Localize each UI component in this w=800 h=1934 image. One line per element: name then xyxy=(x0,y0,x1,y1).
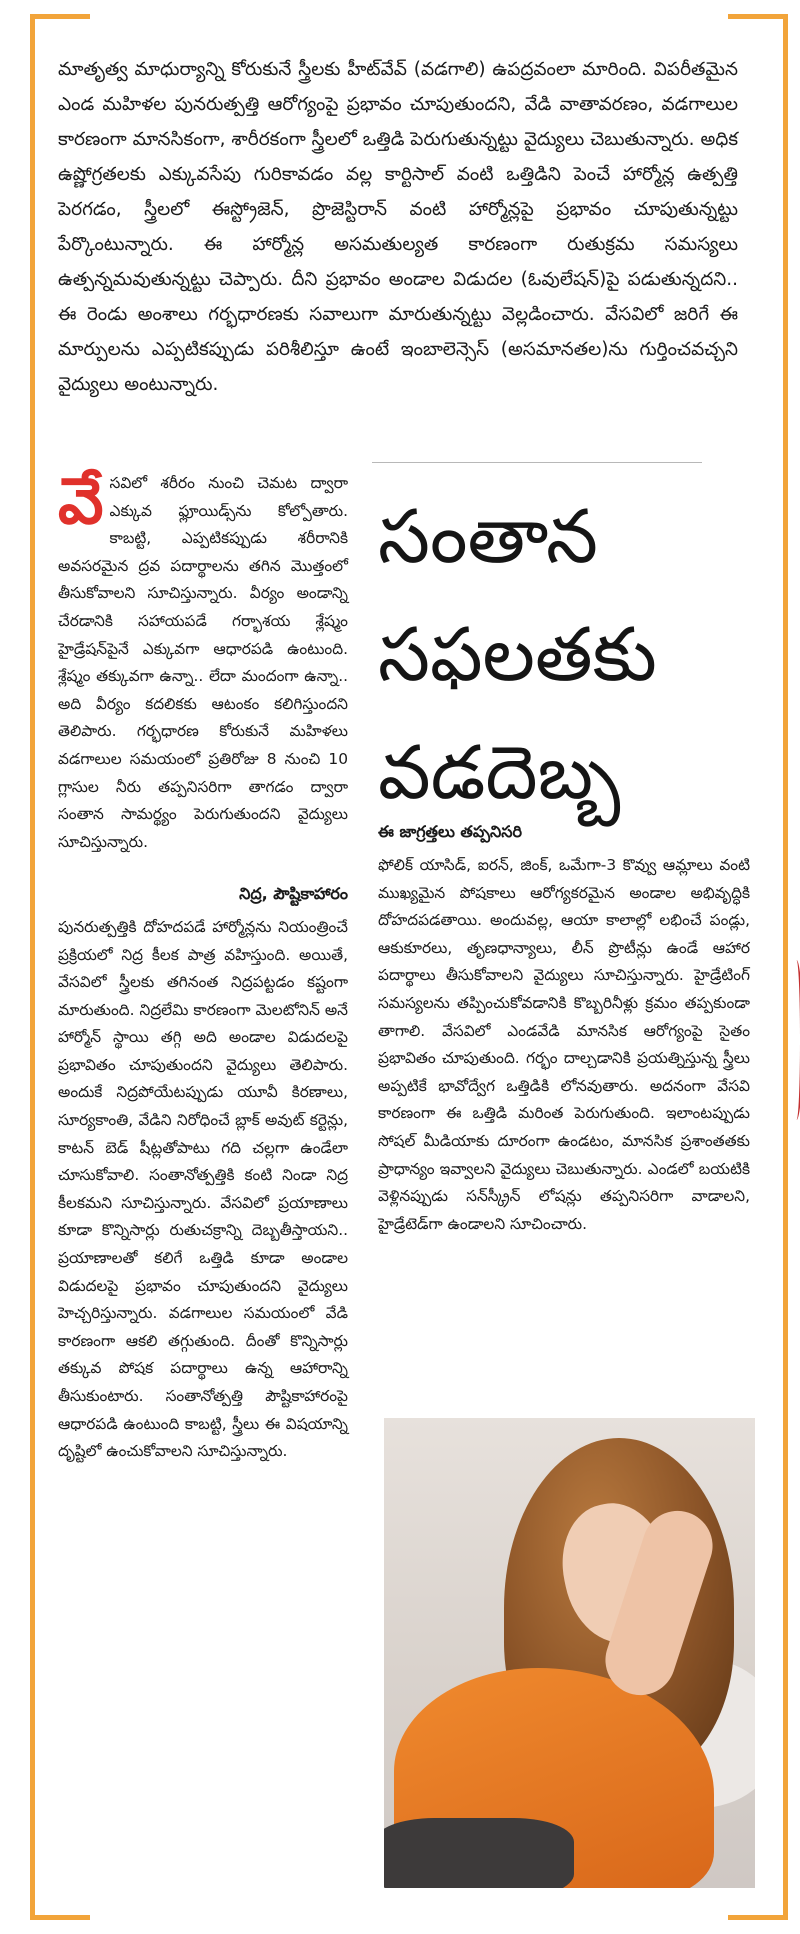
divider xyxy=(372,462,702,463)
side-decoration xyxy=(790,960,800,1120)
intro-paragraph: మాతృత్వ మాధుర్యాన్ని కోరుకునే స్త్రీలకు హీట్‌వేవ్ (వడగాలి) ఉపద్రవంలా మారింది. విపరీతమైన ఎండ మహిళల పునరుత్పత్తి ఆరోగ్యంపై ప్రభావం చూపుతుందని, వేడి వాతావరణం, వడగాలుల కారణంగా మానసికంగా, శారీరకంగా స్త్రీలలో ఒత్తిడి పెరుగుతున్నట్టు వైద్యులు చెబుతున్నారు. అధిక ఉష్ణోగ్రతలకు ఎక్కువసేపు గురికావడం వల్ల కార్టిసాల్ వంటి ఒత్తిడిని పెంచే హార్మోన్ల ఉత్పత్తి పెరగడం, స్త్రీలలో ఈస్ట్రోజెన్, ప్రొజెస్టిరాన్ వంటి హార్మోన్లపై ప్రభావం చూపుతున్నట్టు పేర్కొంటున్నారు. ఈ హార్మోన్ల అసమతుల్యత కారణంగా రుతుక్రమ సమస్యలు ఉత్పన్నమవుతున్నట్టు చెప్పారు. దీని ప్రభావం అండాల విడుదల (ఓవులేషన్)పై పడుతున్నదని.. ఈ రెండు అంశాలు గర్భధారణకు సవాలుగా మారుతున్నట్టు వెల్లడించారు. వేసవిలో జరిగే ఈ మార్పులను ఎప్పటికప్పుడు పరిశీలిస్తూ ఉంటే ఇంబాలెన్సెస్ (అసమానతల)ను గుర్తించవచ్చని వైద్యులు అంటున్నారు. xyxy=(58,59,738,395)
left-paragraph-2: పునరుత్పత్తికి దోహదపడే హార్మోన్లను నియంత్రించే ప్రక్రియలో నిద్ర కీలక పాత్ర వహిస్తుంది. అయితే, వేసవిలో స్త్రీలకు తగినంత నిద్రపట్టడం కష్టంగా మారుతుంది. నిద్రలేమి కారణంగా మెలటోనిన్ అనే హార్మోన్ స్థాయి తగ్గి అది అండాల విడుదలపై ప్రభావితం చూపుతుందని వైద్యులు తెలిపారు. అందుకే నిద్రపోయేటప్పుడు యూవీ కిరణాలు, సూర్యకాంతి, వేడిని నిరోధించే బ్లాక్ అవుట్ కర్టెన్లు, కాటన్ బెడ్ షీట్లతోపాటు గది చల్లగా ఉండేలా చూసుకోవాలి. సంతానోత్పత్తికి కంటి నిండా నిద్ర కీలకమని సూచిస్తున్నారు. వేసవిలో ప్రయాణాలు కూడా కొన్నిసార్లు రుతుచక్రాన్ని దెబ్బతీస్తాయని.. ప్రయాణాలతో కలిగే ఒత్తిడి కూడా అండాల విడుదలపై ప్రభావం చూపుతుందని వైద్యులు హెచ్చరిస్తున్నారు. వడగాలుల సమయంలో వేడి కారణంగా ఆకలి తగ్గుతుంది. దీంతో కొన్నిసార్లు తక్కువ పోషక పదార్థాలు ఉన్న ఆహారాన్ని తీసుకుంటారు. సంతానోత్పత్తి పౌష్టికాహారంపై ఆధారపడి ఉంటుంది కాబట్టి, స్త్రీలు ఈ విషయాన్ని దృష్టిలో ఉంచుకోవాలని సూచిస్తున్నారు. xyxy=(58,917,348,1461)
headline xyxy=(378,478,778,832)
left-paragraph-1: సవిలో శరీరం నుంచి చెమట ద్వారా ఎక్కువ ఫ్లూయిడ్స్‌ను కోల్పోతారు. కాబట్టి, ఎప్పటికప్పుడు శరీరానికి అవసరమైన ద్రవ పదార్థాలను తగిన మొత్తంలో తీసుకోవాలని సూచిస్తున్నారు. వీర్యం అండాన్ని చేరడానికి సహాయపడే గర్భాశయ శ్లేష్మం హైడ్రేషన్‌పైనే ఎక్కువగా ఆధారపడి ఉంటుంది. శ్లేష్మం తక్కువగా ఉన్నా.. లేదా మందంగా ఉన్నా.. అది వీర్యం కదలికకు ఆటంకం కలిగిస్తుందని తెలిపారు. గర్భధారణ కోరుకునే మహిళలు వడగాలుల సమయంలో ప్రతిరోజు 8 నుంచి 10 గ్లాసుల నీరు తప్పనిసరిగా తాగడం ద్వారా సంతాన సామర్థ్యం పెరుగుతుందని వైద్యులు సూచిస్తున్నారు. xyxy=(58,474,348,851)
woman-resting-photo xyxy=(384,1418,755,1888)
frame-corner xyxy=(728,1915,788,1920)
headline-line-2: సఫలతకు xyxy=(378,612,657,698)
subheading: నిద్ర, పౌష్టికాహారం xyxy=(239,884,348,904)
frame-corner xyxy=(30,1915,90,1920)
pants-shape xyxy=(384,1818,574,1888)
dropcap: వే xyxy=(58,465,104,539)
headline-line-1: సంతాన xyxy=(378,494,599,580)
headline-line-3: వడదెబ్బ xyxy=(378,730,621,816)
left-column xyxy=(58,465,348,1466)
right-column-paragraph: ఫోలిక్ యాసిడ్, ఐరన్, జింక్, ఒమేగా-3 కొవ్వు ఆమ్లాలు వంటి ముఖ్యమైన పోషకాలు ఆరోగ్యకరమైన అండాల అభివృద్ధికి దోహదపడతాయి. అందువల్ల, ఆయా కాలాల్లో లభించే పండ్లు, ఆకుకూరలు, తృణధాన్యాలు, లీన్ ప్రొటీన్లు ఉండే ఆహార పదార్థాలు తీసుకోవాలని వైద్యులు సూచిస్తున్నారు. హైడ్రేటింగ్ సమస్యలను తప్పించుకోవడానికి కొబ్బరినీళ్లు క్రమం తప్పకుండా తాగాలి. వేసవిలో ఎండవేడి మానసిక ఆరోగ్యంపై సైతం ప్రభావితం చూపుతుంది. గర్భం దాల్చడానికి ప్రయత్నిస్తున్న స్త్రీలు అప్పటికే భావోద్వేగ ఒత్తిడికి లోనవుతారు. అదనంగా వేసవి కారణంగా ఈ ఒత్తిడి మరింత పెరుగుతుంది. ఇలాంటప్పుడు సోషల్ మీడియాకు దూరంగా ఉండటం, మానసిక ప్రశాంతతకు ప్రాధాన్యం ఇవ్వాలని వైద్యులు చెబుతున్నారు. ఎండలో బయటికి వెళ్లినప్పుడు సన్‌స్క్రీన్ లోషన్లు తప్పనిసరిగా వాడాలని, హైడ్రేటెడ్‌గా ఉండాలని సూచించారు. xyxy=(378,856,750,1233)
tips-heading: ఈ జాగ్రత్తలు తప్పనిసరి xyxy=(378,822,523,841)
